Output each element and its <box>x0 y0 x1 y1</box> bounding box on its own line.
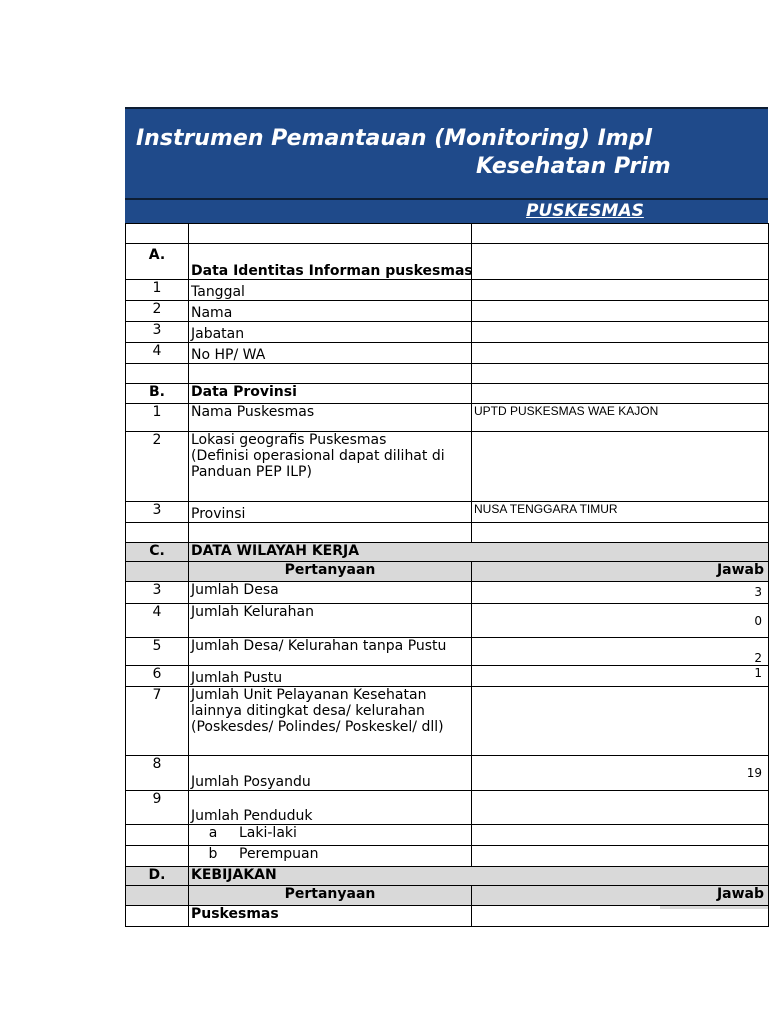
table-row <box>126 432 769 502</box>
field-label-jumlah-kelurahan: Jumlah Kelurahan <box>191 604 314 620</box>
table-row <box>126 666 769 687</box>
spacer-row <box>126 523 769 543</box>
page-title-line2: Kesehatan Prim <box>476 154 671 179</box>
field-value-unit-pelayanan[interactable] <box>472 687 769 756</box>
section-a-title: Data Identitas Informan puskesmas <box>191 263 473 279</box>
field-label-unit-line3: (Poskesdes/ Polindes/ Poskeskel/ dll) <box>191 719 444 735</box>
field-value-jumlah-penduduk[interactable] <box>472 791 769 825</box>
field-label-jumlah-desa: Jumlah Desa <box>191 582 279 598</box>
field-label-perempuan: Perempuan <box>239 846 319 862</box>
field-label-nama: Nama <box>191 305 233 321</box>
field-value-jabatan[interactable] <box>472 322 769 343</box>
table-row <box>126 604 769 638</box>
field-label-no-hp: No HP/ WA <box>191 347 266 363</box>
field-value-jumlah-pustu[interactable]: 1 <box>472 666 769 687</box>
page-subtitle: PUSKESMAS <box>526 201 644 221</box>
section-c-header <box>126 543 769 562</box>
section-c-column-header <box>126 562 769 582</box>
table-row <box>126 301 769 322</box>
table-row <box>126 906 769 927</box>
section-a-header <box>126 244 769 280</box>
field-value-tanggal[interactable] <box>472 280 769 301</box>
table-row <box>126 687 769 756</box>
row-number: 4 <box>152 343 162 359</box>
section-d-header <box>126 867 769 886</box>
field-label-jumlah-penduduk: Jumlah Penduduk <box>191 808 313 824</box>
subsection-puskesmas: Puskesmas <box>191 906 279 922</box>
section-b-title: Data Provinsi <box>191 384 297 400</box>
row-number: 1 <box>152 280 162 296</box>
sub-row-letter: a <box>208 825 218 841</box>
row-number: 4 <box>152 604 162 620</box>
section-d-title: KEBIJAKAN <box>191 867 277 883</box>
section-d-letter: D. <box>148 867 166 883</box>
column-header-jawaban: Jawab <box>716 886 764 902</box>
spacer-row <box>126 224 769 244</box>
field-label-lokasi-line2: (Definisi operasional dapat dilihat di <box>191 448 445 464</box>
field-value-nama[interactable] <box>472 301 769 322</box>
section-b-letter: B. <box>149 384 165 400</box>
field-label-laki-laki: Laki-laki <box>239 825 297 841</box>
field-label-provinsi: Provinsi <box>191 506 246 522</box>
row-number: 5 <box>152 638 162 654</box>
table-row <box>126 280 769 301</box>
table-row <box>126 825 769 846</box>
row-number: 6 <box>152 666 162 682</box>
row-number: 3 <box>152 322 162 338</box>
field-label-nama-puskesmas: Nama Puskesmas <box>191 404 315 420</box>
field-label-jabatan: Jabatan <box>191 326 245 342</box>
field-value-puskesmas[interactable] <box>472 906 769 927</box>
row-number: 3 <box>152 582 162 598</box>
row-number: 2 <box>152 432 162 448</box>
field-label-jumlah-posyandu: Jumlah Posyandu <box>191 774 311 790</box>
row-number: 3 <box>152 502 162 518</box>
field-value-jumlah-kelurahan[interactable]: 0 <box>472 604 769 638</box>
field-label-lokasi-line3: Panduan PEP ILP) <box>191 464 312 480</box>
section-b-header <box>126 384 769 404</box>
table-row <box>126 582 769 604</box>
field-value-desa-tanpa-pustu[interactable]: 2 <box>472 638 769 666</box>
table-row <box>126 756 769 791</box>
table-row <box>126 791 769 825</box>
field-value-nama-puskesmas[interactable]: UPTD PUSKESMAS WAE KAJON <box>472 404 769 432</box>
header-top-border <box>125 107 768 109</box>
sub-row-letter: b <box>208 846 218 862</box>
field-label-tanggal: Tanggal <box>191 284 245 300</box>
table-row <box>126 846 769 867</box>
row-number: 1 <box>152 404 162 420</box>
header-divider <box>125 198 768 200</box>
field-value-provinsi[interactable]: NUSA TENGGARA TIMUR <box>472 502 769 523</box>
column-header-jawaban: Jawab <box>716 562 764 578</box>
section-d-column-header <box>126 886 769 906</box>
page-title-line1: Instrumen Pemantauan (Monitoring) Impl <box>136 126 653 151</box>
column-header-pertanyaan: Pertanyaan <box>284 886 376 902</box>
field-label-lokasi-line1: Lokasi geografis Puskesmas <box>191 432 387 448</box>
field-value-perempuan[interactable] <box>472 846 769 867</box>
field-label-desa-tanpa-pustu: Jumlah Desa/ Kelurahan tanpa Pustu <box>191 638 447 654</box>
table-row <box>126 343 769 364</box>
row-number: 7 <box>152 687 162 703</box>
table-row <box>126 322 769 343</box>
field-value-jumlah-desa[interactable]: 3 <box>472 582 769 604</box>
field-value-laki-laki[interactable] <box>472 825 769 846</box>
field-value-jumlah-posyandu[interactable]: 19 <box>472 756 769 791</box>
table-row <box>126 404 769 432</box>
section-a-letter: A. <box>148 247 166 263</box>
column-header-pertanyaan: Pertanyaan <box>284 562 376 578</box>
section-c-title: DATA WILAYAH KERJA <box>191 543 360 559</box>
monitoring-form-table <box>125 223 764 927</box>
field-label-unit-line1: Jumlah Unit Pelayanan Kesehatan <box>191 687 427 703</box>
row-number: 2 <box>152 301 162 317</box>
field-value-lokasi[interactable] <box>472 432 769 502</box>
field-label-jumlah-pustu: Jumlah Pustu <box>191 670 283 686</box>
row-number: 9 <box>152 791 162 807</box>
table-row <box>126 502 769 523</box>
row-number: 8 <box>152 756 162 772</box>
table-row <box>126 638 769 666</box>
field-label-unit-line2: lainnya ditingkat desa/ kelurahan <box>191 703 425 719</box>
section-c-letter: C. <box>149 543 165 559</box>
field-value-no-hp[interactable] <box>472 343 769 364</box>
spacer-row <box>126 364 769 384</box>
